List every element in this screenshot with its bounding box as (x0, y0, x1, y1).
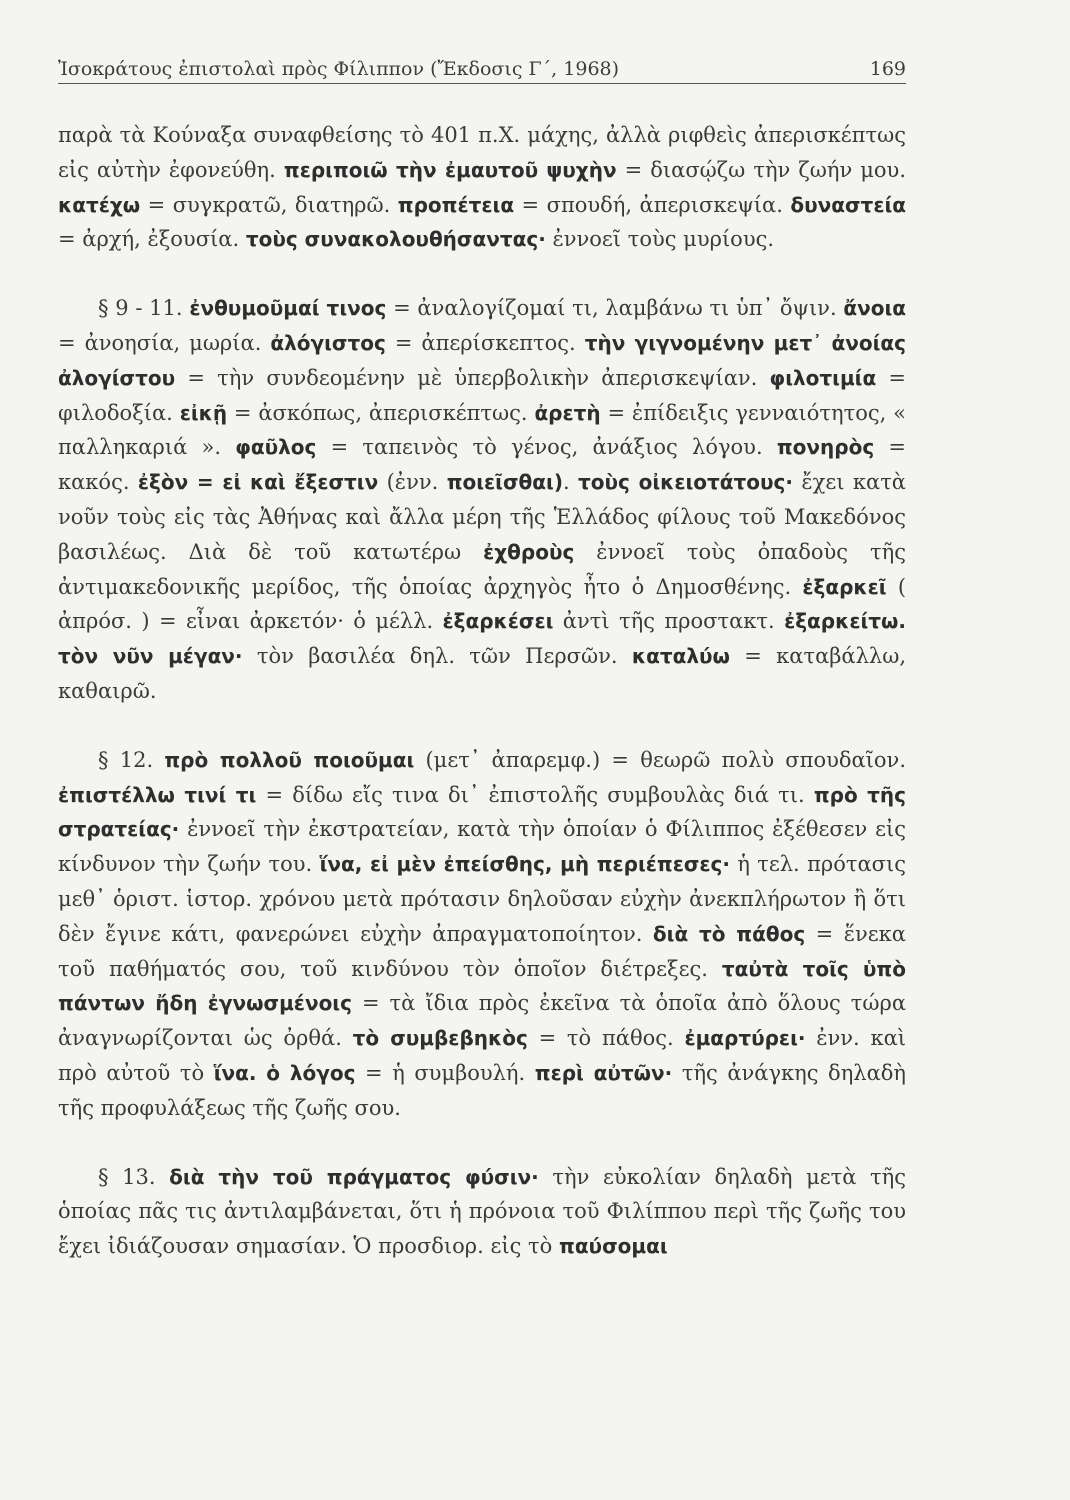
lemma-term: διὰ τὴν τοῦ πράγματος φύσιν· (169, 1164, 539, 1189)
lemma-term: περὶ αὐτῶν· (534, 1060, 673, 1085)
gloss-text: = ἀναλογίζομαί τι, λαμβάνω τι ὑπ᾽ ὄψιν. (386, 296, 844, 321)
lemma-term: ἐμαρτύρει· (684, 1026, 806, 1051)
gloss-text: ἔχει κατὰ νοῦν τοὺς εἰς τὰς Ἀθήνας καὶ ἄλλα μέρη τῆς Ἑλλάδος φίλους τοῦ Μακεδόνος βασιλέως. Διὰ δὲ τοῦ κατωτέρω (58, 470, 906, 564)
lemma-term: παύσομαι (559, 1234, 668, 1259)
gloss-text: § 9 - 11. (98, 296, 190, 321)
gloss-text: (μετ᾽ ἀπαρεμφ.) = θεωρῶ πολὺ σπουδαῖον. (414, 747, 906, 772)
paragraph-1 (58, 118, 906, 257)
lemma-term: διὰ τὸ πάθος (652, 921, 806, 946)
lemma-term: προπέτεια (397, 192, 515, 217)
gloss-text: = τὴν συνδεομένην μὲ ὑπερβολικὴν ἀπερισκεψίαν. (175, 365, 770, 390)
gloss-text: τῆς ἀνάγκης δηλαδὴ τῆς προφυλάξεως τῆς ζωῆς σου. (58, 1060, 906, 1120)
gloss-text: ἐννοεῖ τοὺς ὀπαδοὺς τῆς ἀντιμακεδονικῆς μερίδος, τῆς ὁποίας ἀρχηγὸς ἦτο ὁ Δημοσθένης. (58, 539, 906, 599)
gloss-text: (ἐνν. (378, 470, 447, 495)
gloss-text: ἐνν. καὶ πρὸ αὐτοῦ τὸ (58, 1026, 906, 1085)
lemma-term: τοὺς συνακολουθήσαντας· (245, 227, 546, 252)
lemma-term: ἐνθυμοῦμαί τινος (189, 296, 387, 321)
lemma-term: ἐξαρκείτω. τὸν νῦν μέγαν· (58, 609, 906, 669)
gloss-text: = τὸ πάθος. (527, 1026, 685, 1051)
gloss-text: ἡ τελ. πρότασις μεθ᾽ ὁριστ. ἱστορ. χρόνου μετὰ πρότασιν δηλοῦσαν εὐχὴν ἀνεκπλήρωτον ἢ ὅτι δὲν ἔγινε κάτι, φανερώνει εὐχὴν ἀπραγματοποίητον. (58, 852, 906, 946)
lemma-term: ἐξαρκέσει (442, 609, 554, 634)
gloss-text: = σπουδή, ἀπερισκεψία. (514, 192, 791, 217)
gloss-text: = ἀπερίσκεπτος. (385, 330, 585, 355)
lemma-term: ἵνα, εἰ μὲν ἐπείσθης, μὴ περιέπεσες· (319, 852, 730, 877)
gloss-text: τὸν βασιλέα δηλ. τῶν Περσῶν. (242, 644, 632, 669)
gloss-text: = ἐπίδειξις γενναιότητος, « παλληκαριά ». (58, 400, 906, 460)
lemma-term: πονηρὸς (776, 435, 875, 460)
gloss-text: = ἕνεκα τοῦ παθήματός σου, τοῦ κινδύνου τὸν ὁποῖον διέτρεξες. (58, 921, 906, 981)
gloss-text: ( ἀπρόσ. ) = εἶναι ἀρκετόν· ὁ μέλλ. (58, 574, 907, 634)
gloss-text: = ἀρχή, ἐξουσία. (58, 227, 246, 252)
gloss-text: ἀντὶ τῆς προστακτ. (553, 609, 785, 634)
gloss-text: = τὰ ἴδια πρὸς ἐκεῖνα τὰ ὁποῖα ἀπὸ ὅλους τώρα ἀναγνωρίζονται ὡς ὀρθά. (58, 991, 906, 1051)
gloss-text: παρὰ τὰ Κούναξα συναφθείσης τὸ 401 π.Χ. μάχης, ἀλλὰ ριφθεὶς ἀπερισκέπτως εἰς αὐτὴν ἐφονεύθη. (58, 123, 906, 182)
commentary-text (58, 118, 906, 1264)
gloss-text: = συγκρατῶ, διατηρῶ. (140, 192, 398, 217)
gloss-text: = διασῴζω τὴν ζωήν μου. (616, 157, 906, 182)
lemma-term: περιποιῶ τὴν ἐμαυτοῦ ψυχὴν (283, 157, 617, 182)
gloss-text: = κακός. (58, 435, 907, 495)
lemma-term: πρὸ τῆς στρατείας· (58, 782, 907, 842)
paragraph-section-13 (58, 1160, 906, 1264)
lemma-term: τὴν γιγνομένην μετ᾽ ἀνοίας ἀλογίστου (58, 330, 906, 390)
gloss-text: = ἀσκόπως, ἀπερισκέπτως. (227, 400, 535, 425)
lemma-term: ἐχθροὺς (483, 539, 575, 564)
gloss-text: ἐννοεῖ τὴν ἐκστρατείαν, κατὰ τὴν ὁποίαν ὁ Φίλιππος ἐξέθεσεν εἰς κίνδυνον τὴν ζωήν του. (58, 817, 906, 877)
gloss-text: ἐννοεῖ τοὺς μυρίους. (545, 227, 775, 252)
lemma-term: δυναστεία (790, 192, 906, 217)
lemma-term: ἐπιστέλλω τινί τι (58, 782, 257, 807)
lemma-term: ἐξαρκεῖ (802, 574, 887, 599)
lemma-term: φαῦλος (235, 435, 317, 460)
running-title: Ἰσοκράτους ἐπιστολαὶ πρὸς Φίλιππον (Ἔκδοσις Γ΄, 1968) (58, 58, 620, 80)
gloss-text: = δίδω εἴς τινα δι᾽ ἐπιστολῆς συμβουλὰς διά τι. (256, 782, 814, 807)
lemma-term: ἄνοια (843, 296, 906, 321)
gloss-text: = ἀνοησία, μωρία. (58, 330, 271, 355)
gloss-text: = ἡ συμβουλή. (355, 1060, 535, 1085)
gloss-text: . (562, 470, 579, 495)
gloss-text: τὴν εὐκολίαν δηλαδὴ μετὰ τῆς ὁποίας πᾶς τις ἀντιλαμβάνεται, ὅτι ἡ πρόνοια τοῦ Φιλίππου περὶ τῆς ζωῆς του ἔχει ἰδιάζουσαν σημασίαν. Ὁ προσδιορ. εἰς τὸ (58, 1164, 906, 1259)
paragraph-section-9-11 (58, 291, 906, 709)
gloss-text: § 13. (98, 1164, 170, 1189)
lemma-term: τοὺς οἰκειοτάτους· (578, 470, 793, 495)
lemma-term: καταλύω (631, 644, 730, 669)
gloss-text: = ταπεινὸς τὸ γένος, ἀνάξιος λόγου. (316, 435, 777, 460)
lemma-term: εἰκῇ (179, 400, 228, 425)
lemma-term: τὸ συμβεβηκὸς (352, 1026, 528, 1051)
lemma-term: ἀλόγιστος (270, 330, 386, 355)
gloss-text: § 12. (98, 747, 165, 772)
lemma-term: φιλοτιμία (769, 365, 877, 390)
running-header (58, 58, 906, 84)
lemma-term: ἵνα. ὁ λόγος (213, 1060, 356, 1085)
lemma-term: κατέχω (58, 192, 141, 217)
gloss-text: = καταβάλλω, καθαιρῶ. (58, 644, 906, 703)
lemma-term: ποιεῖσθαι) (446, 470, 563, 495)
lemma-term: ἀρετὴ (534, 400, 601, 425)
lemma-term: ταὐτὰ τοῖς ὑπὸ πάντων ἤδη ἐγνωσμένοις (58, 956, 906, 1016)
lemma-term: ἐξὸν = εἰ καὶ ἔξεστιν (137, 470, 379, 495)
gloss-text: = φιλοδοξία. (58, 365, 907, 425)
paragraph-section-12 (58, 743, 906, 1126)
lemma-term: πρὸ πολλοῦ ποιοῦμαι (164, 747, 415, 772)
page-number: 169 (869, 58, 906, 80)
